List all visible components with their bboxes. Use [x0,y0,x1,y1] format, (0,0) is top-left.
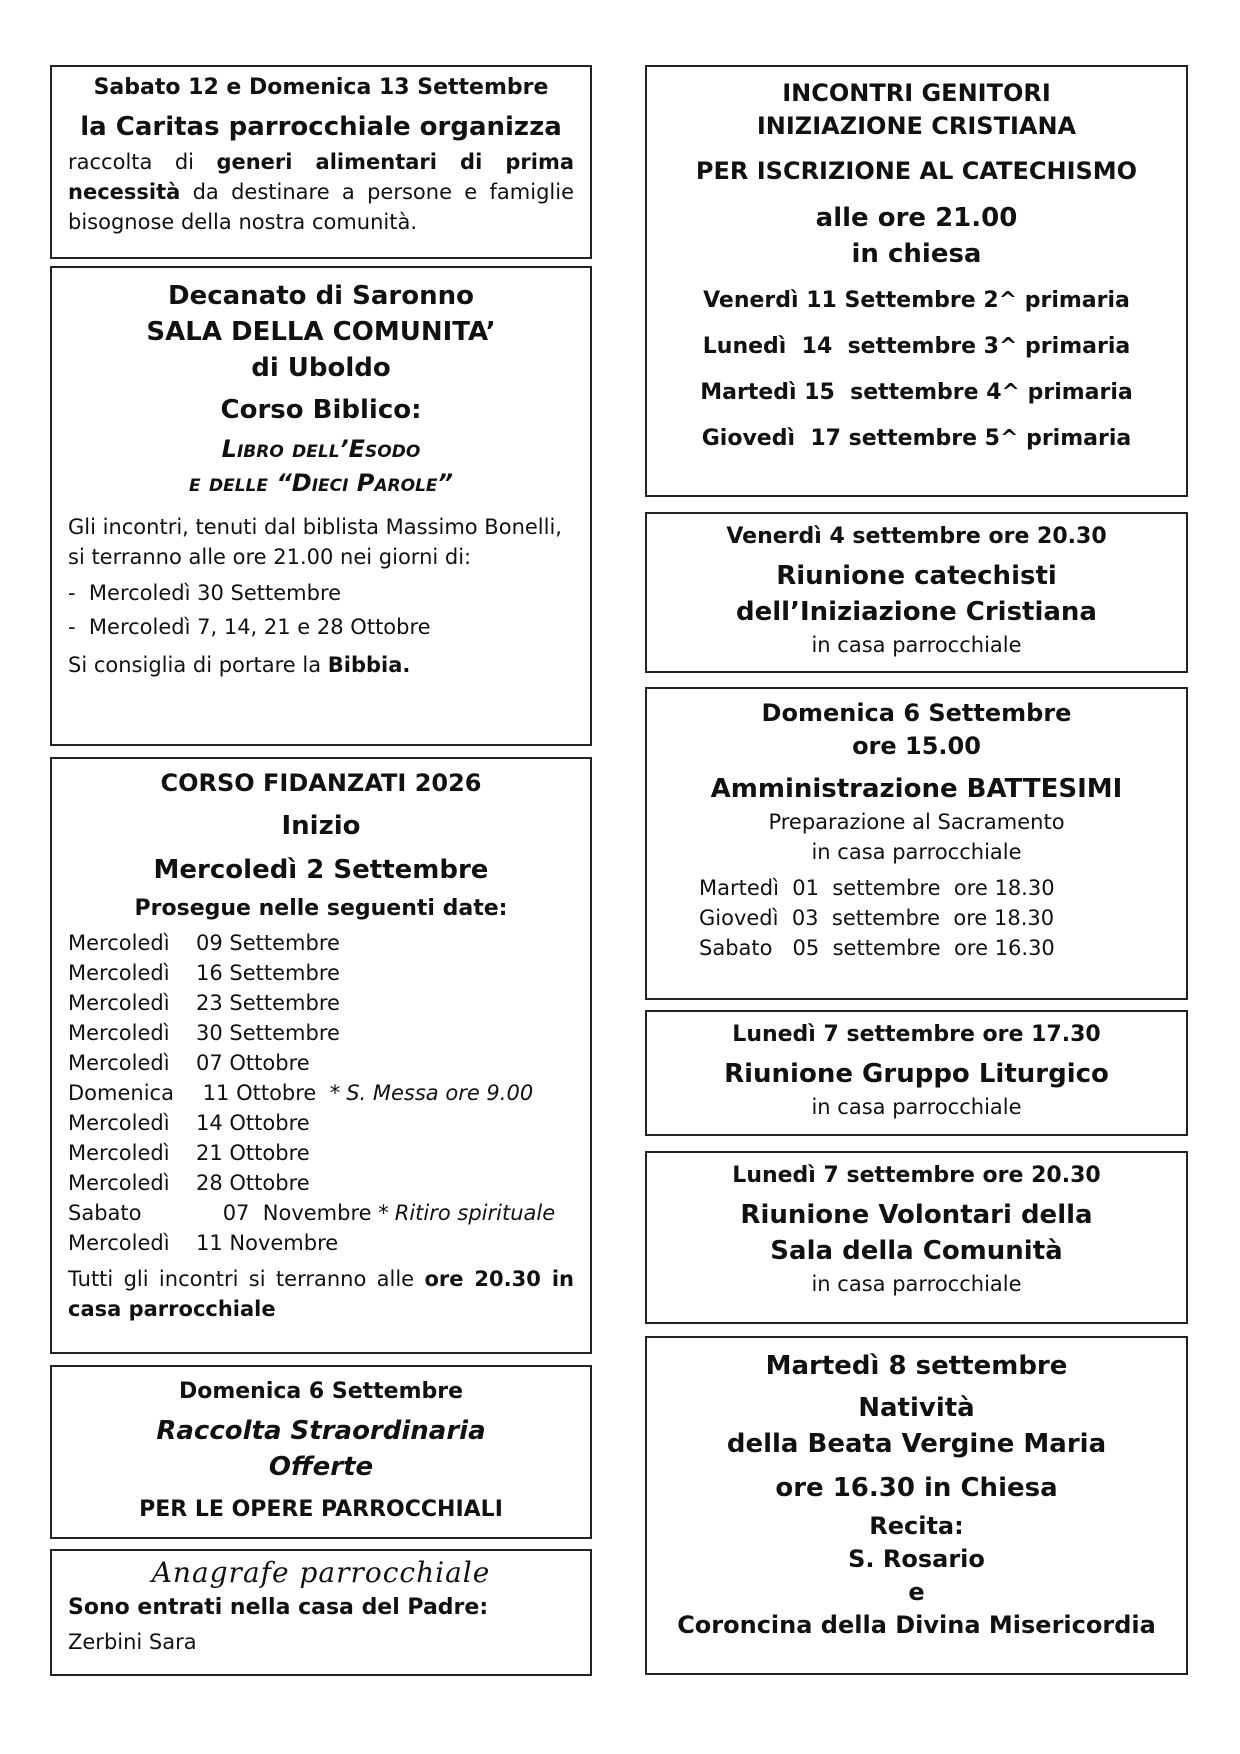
caritas-text-bold: generi alimentari di prima necessità [68,150,575,204]
biblico-box [50,266,592,746]
genitori-line3: PER ISCRIZIONE AL CATECHISMO [695,157,1138,185]
fidanzati-date-row [68,1078,574,1108]
genitori-line1: INCONTRI GENITORI [782,79,1051,107]
fidanzati-start-label: Inizio [281,811,361,841]
fidanzati-footer [68,1264,574,1324]
fidanzati-date-day: Mercoledì [68,1231,170,1255]
nativita-line2: S. Rosario [848,1545,985,1573]
nativita-title1: Natività [858,1393,975,1423]
genitori-box [645,65,1188,497]
biblico-note-bold: Bibbia. [327,653,411,677]
biblico-line3: di Uboldo [251,353,391,383]
caritas-text [68,147,574,237]
catechisti-title1: Riunione catechisti [776,561,1057,591]
fidanzati-date-note: S. Messa ore 9.00 [346,1081,534,1105]
biblico-line4: Corso Biblico: [220,395,422,425]
fidanzati-date-day: Mercoledì [68,1051,170,1075]
fidanzati-date-value: 09 Settembre [196,931,340,955]
fidanzati-date-row [68,1138,574,1168]
biblico-note [68,650,574,680]
volontari-date: Lunedì 7 settembre ore 20.30 [732,1163,1101,1188]
liturgico-box [645,1010,1188,1136]
battesimi-row: Martedì 01 settembre ore 18.30 [699,876,1055,900]
fidanzati-date-value: 11 Novembre [196,1231,339,1255]
battesimi-rows-list [663,873,1170,963]
anagrafe-title: Anagrafe parrocchiale [151,1556,491,1589]
fidanzati-box [50,757,592,1354]
nativita-title2: della Beata Vergine Maria [726,1429,1107,1459]
fidanzati-date-note: Ritiro spirituale [394,1201,556,1225]
raccolta-date: Domenica 6 Settembre [178,1379,464,1404]
biblico-item1: - Mercoledì 30 Settembre [68,581,342,605]
genitori-sessions-list [663,286,1170,454]
fidanzati-date-row [68,988,574,1018]
liturgico-title: Riunione Gruppo Liturgico [724,1059,1109,1089]
volontari-box [645,1151,1188,1324]
nativita-line4: Coroncina della Divina Misericordia [677,1611,1156,1639]
fidanzati-date-day: Mercoledì [68,931,170,955]
fidanzati-date-row [68,1198,574,1228]
battesimi-title: Amministrazione BATTESIMI [710,774,1123,804]
genitori-session: Lunedì 14 settembre 3^ primaria [702,334,1131,359]
fidanzati-date-row [68,1018,574,1048]
battesimi-row: Sabato 05 settembre ore 16.30 [699,936,1055,960]
catechisti-place: in casa parrocchiale [811,633,1022,657]
fidanzati-date-value: 16 Settembre [196,961,340,985]
fidanzati-footer-pre: Tutti gli incontri si terranno alle [68,1267,425,1291]
genitori-line4: alle ore 21.00 [815,203,1018,233]
fidanzati-date-value: 30 Settembre [196,1021,340,1045]
fidanzati-date-value: 07 Ottobre [196,1051,310,1075]
genitori-session: Martedì 15 settembre 4^ primaria [700,380,1133,405]
genitori-line5: in chiesa [851,239,982,269]
volontari-title1: Riunione Volontari della [740,1200,1093,1230]
fidanzati-date-value: 23 Settembre [196,991,340,1015]
nativita-box [645,1336,1188,1675]
nativita-time: ore 16.30 in Chiesa [775,1473,1058,1503]
biblico-intro: Gli incontri, tenuti dal biblista Massimo Bonelli, si terranno alle ore 21.00 nei giorni di: [68,515,562,569]
volontari-place: in casa parrocchiale [811,1272,1022,1296]
biblico-item2: - Mercoledì 7, 14, 21 e 28 Ottobre [68,615,431,639]
biblico-line1: Decanato di Saronno [168,281,474,311]
nativita-line3: e [908,1578,925,1606]
biblico-book2: e delle “Dieci Parole” [189,469,453,497]
catechisti-box [645,512,1188,673]
caritas-date: Sabato 12 e Domenica 13 Settembre [93,75,549,100]
caritas-text-post: da destinare a persone e famiglie bisognose della nostra comunità. [68,180,574,234]
fidanzati-date-day: Mercoledì [68,961,170,985]
caritas-text-pre: raccolta di [68,150,217,174]
anagrafe-box [50,1549,592,1676]
fidanzati-date-day: Mercoledì [68,1171,170,1195]
battesimi-row: Giovedì 03 settembre ore 18.30 [699,906,1055,930]
fidanzati-date-row [68,958,574,988]
fidanzati-date-row [68,1168,574,1198]
fidanzati-date-row [68,1228,574,1258]
fidanzati-date-day: Mercoledì [68,1141,170,1165]
fidanzati-date-day: Mercoledì [68,1111,170,1135]
battesimi-prep2: in casa parrocchiale [811,840,1022,864]
catechisti-title2: dell’Iniziazione Cristiana [736,597,1097,627]
fidanzati-start-date: Mercoledì 2 Settembre [153,855,489,885]
fidanzati-date-row [68,928,574,958]
battesimi-date: Domenica 6 Settembre [761,699,1072,727]
genitori-session: Venerdì 11 Settembre 2^ primaria [703,288,1130,313]
fidanzati-date-day: Mercoledì [68,991,170,1015]
fidanzati-title: CORSO FIDANZATI 2026 [160,769,482,797]
fidanzati-date-value: 11 Ottobre * [196,1081,341,1105]
anagrafe-name: Zerbini Sara [68,1630,197,1654]
liturgico-place: in casa parrocchiale [811,1095,1022,1119]
fidanzati-date-value: 21 Ottobre [196,1141,310,1165]
battesimi-box [645,687,1188,1000]
genitori-line2: INIZIAZIONE CRISTIANA [756,112,1077,140]
nativita-line1: Recita: [869,1512,964,1540]
raccolta-subtitle: PER LE OPERE PARROCCHIALI [139,1497,503,1522]
caritas-box [50,65,592,259]
battesimi-time: ore 15.00 [852,732,981,760]
raccolta-title1: Raccolta Straordinaria [156,1416,486,1446]
catechisti-date: Venerdì 4 settembre ore 20.30 [726,524,1107,549]
genitori-session: Giovedì 17 settembre 5^ primaria [701,426,1132,451]
fidanzati-subtitle: Prosegue nelle seguenti date: [134,896,508,921]
fidanzati-date-day: Mercoledì [68,1021,170,1045]
fidanzati-date-row [68,1108,574,1138]
biblico-note-pre: Si consiglia di portare la [68,653,328,677]
raccolta-title2: Offerte [268,1452,374,1482]
fidanzati-footer-bold: ore 20.30 in casa parrocchiale [68,1267,574,1321]
fidanzati-date-day: Domenica [68,1081,174,1105]
volontari-title2: Sala della Comunità [770,1236,1063,1266]
raccolta-box [50,1365,592,1539]
biblico-book1: Libro dell’Esodo [221,435,421,463]
fidanzati-date-value: 07 Novembre * [196,1201,389,1225]
fidanzati-date-row [68,1048,574,1078]
anagrafe-subtitle: Sono entrati nella casa del Padre: [68,1595,489,1620]
fidanzati-dates-list [68,928,574,1258]
fidanzati-date-day: Sabato [68,1201,142,1225]
caritas-title: la Caritas parrocchiale organizza [80,112,562,142]
fidanzati-date-value: 28 Ottobre [196,1171,310,1195]
battesimi-prep1: Preparazione al Sacramento [768,810,1065,834]
fidanzati-date-value: 14 Ottobre [196,1111,310,1135]
biblico-line2: SALA DELLA COMUNITA’ [146,317,496,347]
nativita-date: Martedì 8 settembre [765,1351,1068,1381]
liturgico-date: Lunedì 7 settembre ore 17.30 [732,1022,1101,1047]
